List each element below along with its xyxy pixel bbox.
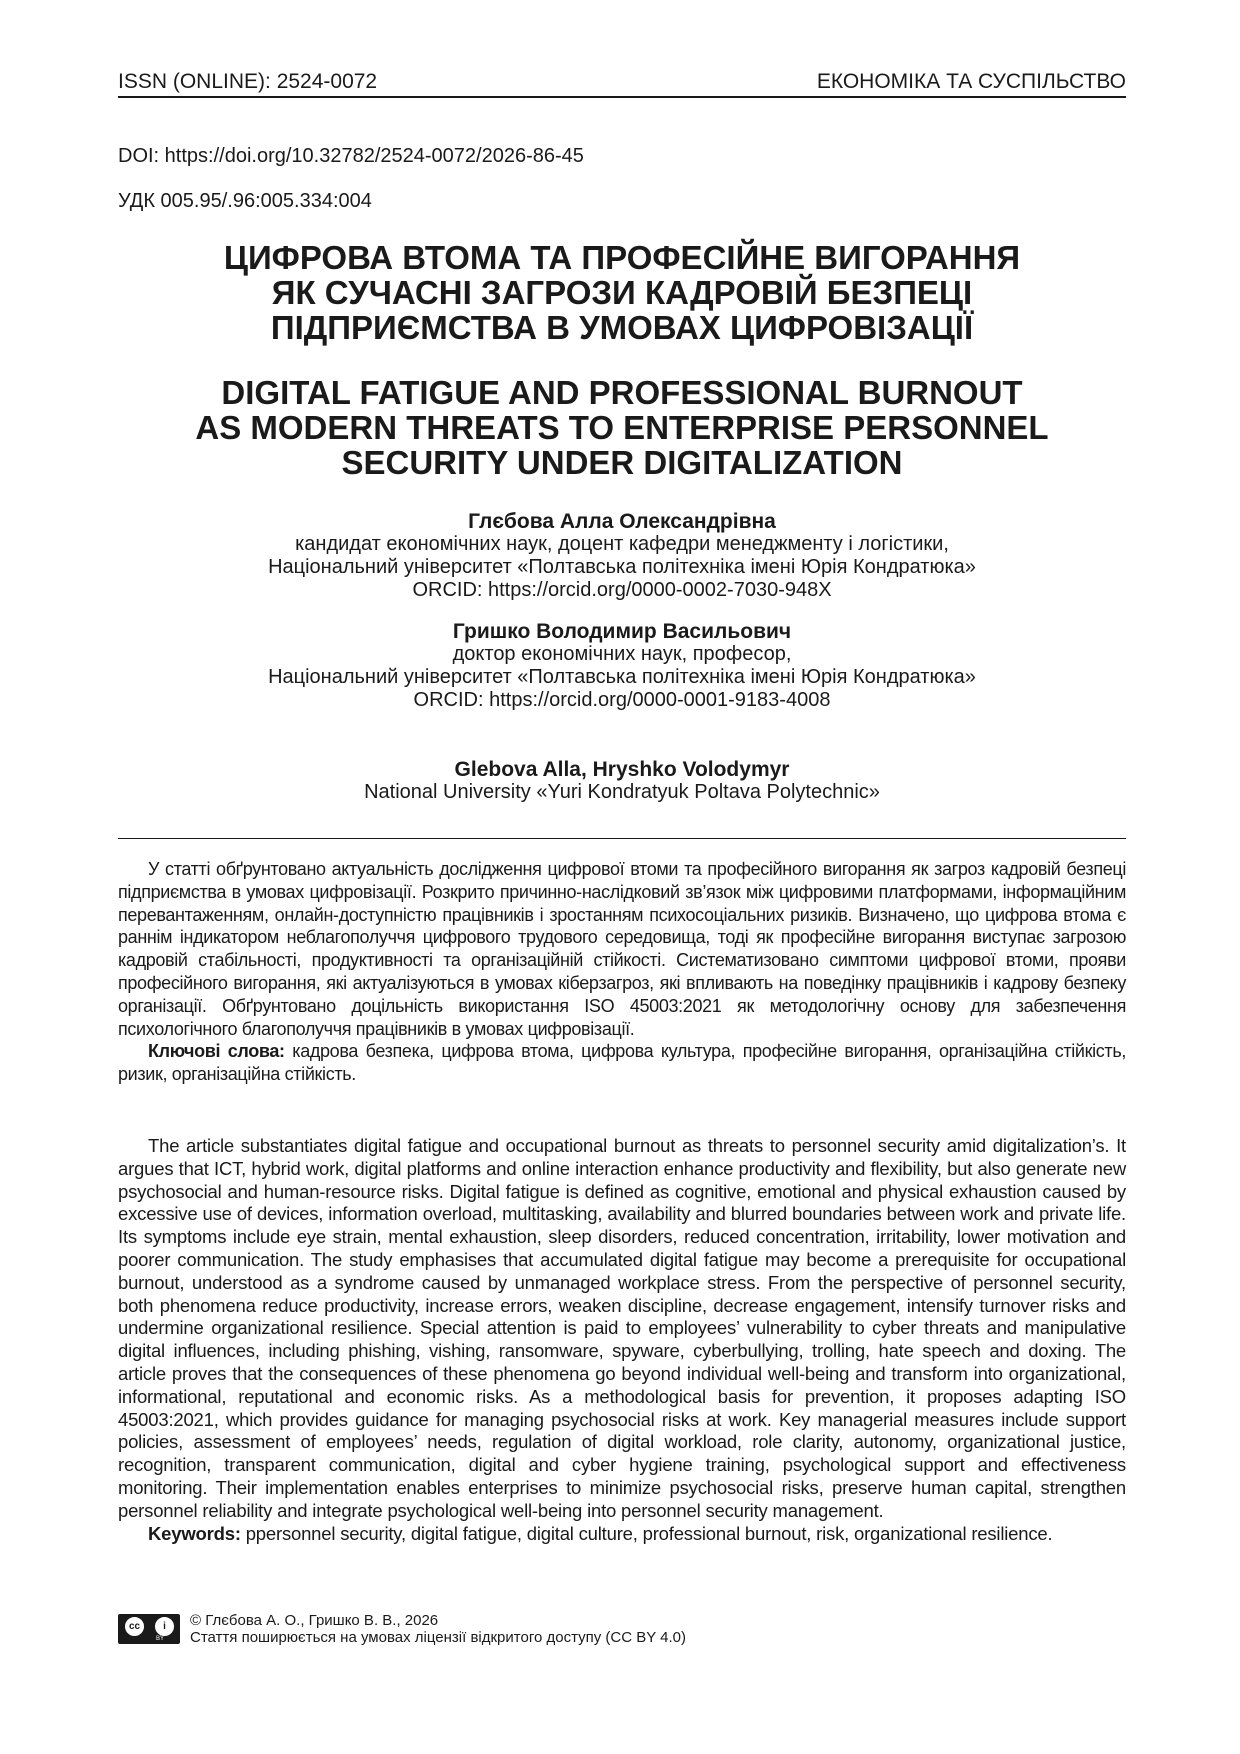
keywords-ua [118,1040,1126,1086]
cc-by-license-icon[interactable] [118,1614,180,1644]
keywords-en-list: ppersonnel security, digital fatigue, digital culture, professional burnout, risk, organizational resilience. [240,1522,1053,1544]
title-ua-line: ЯК СУЧАСНІ ЗАГРОЗИ КАДРОВІЙ БЕЗПЕЦІ [271,274,973,311]
abstract-ukrainian [118,858,1126,1086]
issn-label: ISSN (ONLINE): 2524-0072 [118,70,378,93]
journal-name: ЕКОНОМІКА ТА СУСПІЛЬСТВО [816,70,1126,93]
author-name: Глєбова Алла Олександрівна [468,510,776,533]
author-affiliation: Національний університет «Полтавська політехніка імені Юрія Кондратюка» [268,666,976,688]
abstract-ua-text: У статті обґрунтовано актуальність дослідження цифрової втоми та професійного вигорання як загроз кадровій безпеці підприємства в умовах цифровізації. Розкрито причинно-наслідковий зв’язок між цифровими платформами, інформаційним перевантаженням, онлайн-доступністю працівників і зростанням психосоціальних ризиків. Визначено, що цифрова втома є раннім індикатором неблагополуччя цифрового трудового середовища, тоді як професійне вигорання виступає загрозою кадровій стабільності, продуктивності та організаційній стійкості. Систематизовано симптоми цифрової втоми, прояви професійного вигорання, які актуалізуються в умовах кіберзагроз, які впливають на поведінку працівників і кадрову безпеку організації. Обґрунтовано доцільність використання ISO 45003:2021 як методологічну основу для забезпечення психологічного благополуччя працівників в умовах цифровізації. [118,859,1126,1039]
license-footer [118,1612,1126,1648]
abstract-english [118,1135,1126,1545]
by-label: BY [156,1636,165,1642]
keywords-en-label: Keywords: [148,1522,241,1544]
title-ua-line: ЦИФРОВА ВТОМА ТА ПРОФЕСІЙНЕ ВИГОРАННЯ [223,239,1021,276]
license-line: Стаття поширюється на умовах ліцензії відкритого доступу (CC BY 4.0) [190,1629,686,1646]
keywords-ua-label: Ключові слова: [148,1041,285,1062]
title-english [118,375,1126,480]
udc-line: УДК 005.95/.96:005.334:004 [118,190,372,212]
author-block-1 [118,510,1126,602]
author-degree: доктор економічних наук, професор, [452,643,792,665]
doi-line: DOI: https://doi.org/10.32782/2524-0072/2026-86-45 [118,145,584,167]
running-header [118,70,1126,98]
license-text [190,1612,686,1646]
title-en-line: AS MODERN THREATS TO ENTERPRISE PERSONNEL [195,409,1049,446]
title-ua-line: ПІДПРИЄМСТВА В УМОВАХ ЦИФРОВІЗАЦІЇ [270,309,974,346]
title-en-line: SECURITY UNDER DIGITALIZATION [341,444,903,481]
authors-en-affiliation: National University «Yuri Kondratyuk Poltava Polytechnic» [364,781,880,803]
title-en-line: DIGITAL FATIGUE AND PROFESSIONAL BURNOUT [221,374,1023,411]
section-divider [118,838,1126,839]
cc-icon: cc [124,1616,145,1637]
author-name: Гришко Володимир Васильович [452,620,792,643]
copyright-line: © Глєбова А. О., Гришко В. В., 2026 [190,1612,439,1629]
abstract-en-text: The article substantiates digital fatigue and occupational burnout as threats to personnel security amid digitalization’s. It argues that ICT, hybrid work, digital platforms and online interaction enhance productivity and flexibility, but also generate new psychosocial and human-resource risks. Digital fatigue is defined as cognitive, emotional and physical exhaustion caused by excessive use of devices, information overload, multitasking, availability and blurred boundaries between work and private life. Its symptoms include eye strain, mental exhaustion, sleep disorders, reduced concentration, irritability, lower motivation and poorer communication. The study emphasises that accumulated digital fatigue may become a prerequisite for occupational burnout, understood as a syndrome caused by unmanaged workplace stress. From the perspective of personnel security, both phenomena reduce productivity, increase errors, weaken discipline, decrease engagement, intensify turnover risks and undermine organizational resilience. Special attention is paid to employees’ vulnerability to cyber threats and manipulative digital influences, including phishing, vishing, ransomware, spyware, cyberbullying, trolling, hate speech and doxing. The article proves that the consequences of these phenomena go beyond individual well-being and transform into organizational, informational, reputational and economic risks. As a methodological basis for prevention, it proposes adapting ISO 45003:2021, which provides guidance for managing psychosocial risks at work. Key managerial measures include support policies, assessment of employees’ needs, regulation of digital workload, role clarity, autonomy, organizational justice, recognition, transparent communication, digital and cyber hygiene training, psychological support and effectiveness monitoring. Their implementation enables enterprises to minimize psychosocial risks, preserve human capital, strengthen personnel reliability and integrate psychological well-being into personnel security management. [118,1135,1126,1521]
author-degree: кандидат економічних наук, доцент кафедри менеджменту і логістики, [295,533,949,555]
authors-en-names: Glebova Alla, Hryshko Volodymyr [454,758,790,781]
author-orcid: ORCID: https://orcid.org/0000-0002-7030-948X [412,579,832,601]
title-ukrainian [118,240,1126,345]
author-orcid: ORCID: https://orcid.org/0000-0001-9183-4008 [413,689,831,711]
attribution-icon: i [154,1616,175,1637]
author-block-2 [118,620,1126,712]
authors-english [118,758,1126,804]
keywords-en [118,1523,1126,1546]
author-affiliation: Національний університет «Полтавська політехніка імені Юрія Кондратюка» [268,556,976,578]
keywords-ua-list: кадрова безпека, цифрова втома, цифрова культура, професійне вигорання, організаційна стійкість, ризик, організаційна стійкість. [118,1041,1126,1085]
